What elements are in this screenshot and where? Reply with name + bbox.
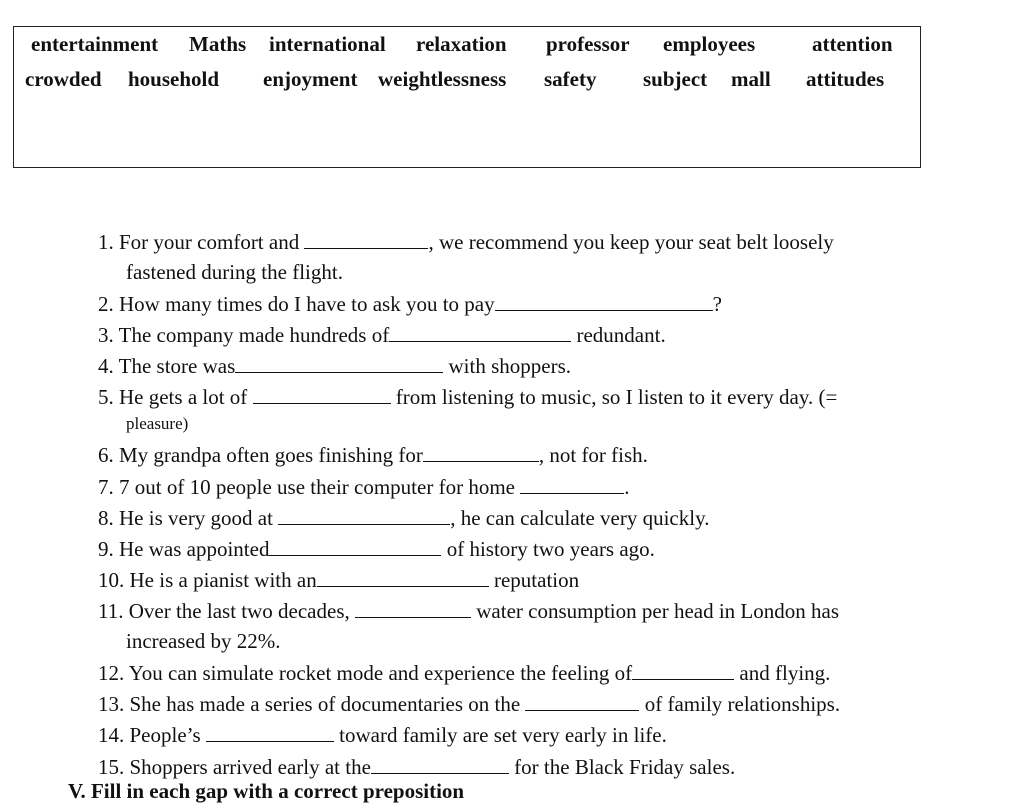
question-1 bbox=[98, 231, 834, 253]
word-bank-item: Maths bbox=[189, 32, 247, 56]
next-section-heading: V. Fill in each gap with a correct preposition bbox=[68, 779, 465, 803]
question-text-before: He is very good at bbox=[119, 506, 279, 530]
answer-blank[interactable] bbox=[371, 756, 509, 774]
answer-blank[interactable] bbox=[304, 231, 428, 249]
question-1-continuation: fastened during the flight. bbox=[126, 260, 343, 284]
question-12 bbox=[98, 662, 830, 684]
word-bank-item: professor bbox=[546, 32, 630, 56]
question-number: 15. bbox=[98, 755, 125, 779]
question-13 bbox=[98, 693, 840, 715]
question-number: 6. bbox=[98, 443, 114, 467]
answer-blank[interactable] bbox=[206, 724, 334, 742]
question-11 bbox=[98, 600, 839, 622]
question-2 bbox=[98, 293, 722, 315]
question-number: 8. bbox=[98, 506, 114, 530]
question-text-after: , he can calculate very quickly. bbox=[450, 506, 710, 530]
question-number: 9. bbox=[98, 537, 114, 561]
question-14 bbox=[98, 724, 667, 746]
question-5-continuation: pleasure) bbox=[126, 414, 189, 433]
question-number: 1. bbox=[98, 230, 114, 254]
word-bank-item: subject bbox=[643, 67, 708, 91]
answer-blank[interactable] bbox=[253, 386, 391, 404]
question-number: 11. bbox=[98, 599, 124, 623]
question-text-before: How many times do I have to ask you to pay bbox=[119, 292, 495, 316]
question-text-after: reputation bbox=[488, 568, 580, 592]
answer-blank[interactable] bbox=[632, 662, 734, 680]
word-bank-item: household bbox=[128, 67, 220, 91]
question-text-after: toward family are set very early in life. bbox=[333, 723, 667, 747]
question-number: 4. bbox=[98, 354, 114, 378]
question-number: 5. bbox=[98, 385, 114, 409]
question-text-before: People’s bbox=[129, 723, 206, 747]
word-bank-item: international bbox=[269, 32, 386, 56]
question-number: 3. bbox=[98, 323, 114, 347]
question-text-before: 7 out of 10 people use their computer for home bbox=[119, 475, 521, 499]
answer-blank[interactable] bbox=[423, 444, 539, 462]
question-8 bbox=[98, 507, 709, 529]
word-bank-item: mall bbox=[731, 67, 771, 91]
question-15 bbox=[98, 756, 735, 778]
question-text-after: with shoppers. bbox=[443, 354, 572, 378]
question-3 bbox=[98, 324, 666, 346]
question-10 bbox=[98, 569, 579, 591]
answer-blank[interactable] bbox=[495, 293, 713, 311]
question-text-after: from listening to music, so I listen to it every day. (= bbox=[390, 385, 838, 409]
question-text-after: for the Black Friday sales. bbox=[508, 755, 736, 779]
question-7 bbox=[98, 476, 629, 498]
question-text-after: of history two years ago. bbox=[441, 537, 655, 561]
question-number: 12. bbox=[98, 661, 125, 685]
question-text-before: Over the last two decades, bbox=[128, 599, 355, 623]
question-text-after: , not for fish. bbox=[538, 443, 648, 467]
question-text-after: redundant. bbox=[571, 323, 666, 347]
question-text-before: The store was bbox=[118, 354, 236, 378]
question-text-after: ? bbox=[712, 292, 722, 316]
question-number: 7. bbox=[98, 475, 114, 499]
question-text-before: He is a pianist with an bbox=[129, 568, 317, 592]
question-text-after: , we recommend you keep your seat belt loosely bbox=[428, 230, 834, 254]
answer-blank[interactable] bbox=[269, 538, 441, 556]
question-9 bbox=[98, 538, 655, 560]
question-number: 10. bbox=[98, 568, 125, 592]
word-bank-item: weightlessness bbox=[378, 67, 507, 91]
question-6 bbox=[98, 444, 648, 466]
question-number: 13. bbox=[98, 692, 125, 716]
word-bank-item: attention bbox=[812, 32, 893, 56]
question-text-after: of family relationships. bbox=[639, 692, 841, 716]
answer-blank[interactable] bbox=[355, 600, 471, 618]
question-text-before: My grandpa often goes finishing for bbox=[119, 443, 423, 467]
word-bank-item: relaxation bbox=[416, 32, 507, 56]
word-bank-item: crowded bbox=[25, 67, 102, 91]
word-bank-item: entertainment bbox=[31, 32, 159, 56]
answer-blank[interactable] bbox=[389, 324, 571, 342]
answer-blank[interactable] bbox=[235, 355, 443, 373]
answer-blank[interactable] bbox=[520, 476, 624, 494]
word-bank-item: employees bbox=[663, 32, 756, 56]
word-bank-item: safety bbox=[544, 67, 597, 91]
question-text-before: The company made hundreds of bbox=[118, 323, 390, 347]
question-text-before: For your comfort and bbox=[119, 230, 305, 254]
answer-blank[interactable] bbox=[278, 507, 450, 525]
question-11-continuation: increased by 22%. bbox=[126, 629, 281, 653]
question-text-before: He gets a lot of bbox=[119, 385, 253, 409]
question-text-before: Shoppers arrived early at the bbox=[129, 755, 371, 779]
word-bank-item: enjoyment bbox=[263, 67, 358, 91]
answer-blank[interactable] bbox=[525, 693, 639, 711]
question-text-before: He was appointed bbox=[119, 537, 270, 561]
question-text-after: and flying. bbox=[734, 661, 831, 685]
question-text-before: She has made a series of documentaries on the bbox=[129, 692, 526, 716]
question-text-after: water consumption per head in London has bbox=[471, 599, 839, 623]
word-bank-item: attitudes bbox=[806, 67, 885, 91]
question-text-after: . bbox=[624, 475, 630, 499]
question-number: 2. bbox=[98, 292, 114, 316]
question-number: 14. bbox=[98, 723, 125, 747]
question-text-before: You can simulate rocket mode and experience the feeling of bbox=[128, 661, 633, 685]
answer-blank[interactable] bbox=[317, 569, 489, 587]
question-4 bbox=[98, 355, 571, 377]
question-5 bbox=[98, 386, 837, 408]
